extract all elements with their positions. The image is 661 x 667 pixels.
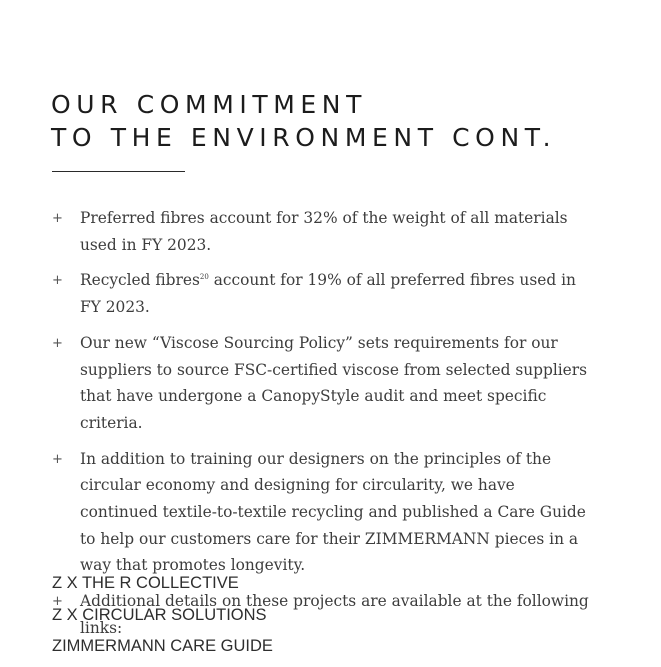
list-item — [52, 330, 592, 437]
link-circular-solutions[interactable]: Z X CIRCULAR SOLUTIONS — [52, 605, 267, 624]
list-item-text-after: account for 19% of all preferred fibres used in FY 2023. — [80, 271, 576, 317]
plus-bullet-icon: + — [52, 335, 63, 351]
list-item — [52, 205, 592, 258]
list-item — [52, 446, 592, 580]
plus-bullet-icon: + — [52, 451, 63, 467]
list-item — [52, 267, 592, 320]
list-item-text-before: Recycled fibres — [80, 271, 200, 290]
page-title — [51, 88, 556, 154]
page-title-line-2: TO THE ENVIRONMENT CONT. — [51, 123, 557, 152]
plus-bullet-icon: + — [52, 594, 63, 610]
list-item-text — [80, 271, 576, 316]
link-the-r-collective[interactable]: Z X THE R COLLECTIVE — [52, 574, 239, 592]
footnote-marker: 20 — [199, 273, 209, 282]
project-links — [52, 568, 273, 663]
page-title-line-1: OUR COMMITMENT — [51, 90, 367, 119]
list-item-text: In addition to training our designers on the principles of the circular economy and designing for circularity, we have continued textile-to-textile recycling and published a Care Guide to help our customers care for their ZIMMERMANN pieces in a way that promotes longevity. — [80, 449, 586, 575]
plus-bullet-icon: + — [52, 273, 63, 289]
title-divider — [52, 171, 185, 172]
plus-bullet-icon: + — [52, 211, 63, 226]
link-care-guide[interactable]: ZIMMERMANN CARE GUIDE — [52, 637, 273, 655]
list-item-text: Additional details on these projects are available at the following links: — [80, 592, 589, 637]
list-item-text: Preferred fibres account for 32% of the weight of all materials used in FY 2023. — [80, 209, 568, 254]
list-item-text: Our new “Viscose Sourcing Policy” sets requirements for our suppliers to source FSC-certified viscose from selected suppliers that have undergone a CanopyStyle audit and meet specific criteria. — [80, 333, 588, 432]
